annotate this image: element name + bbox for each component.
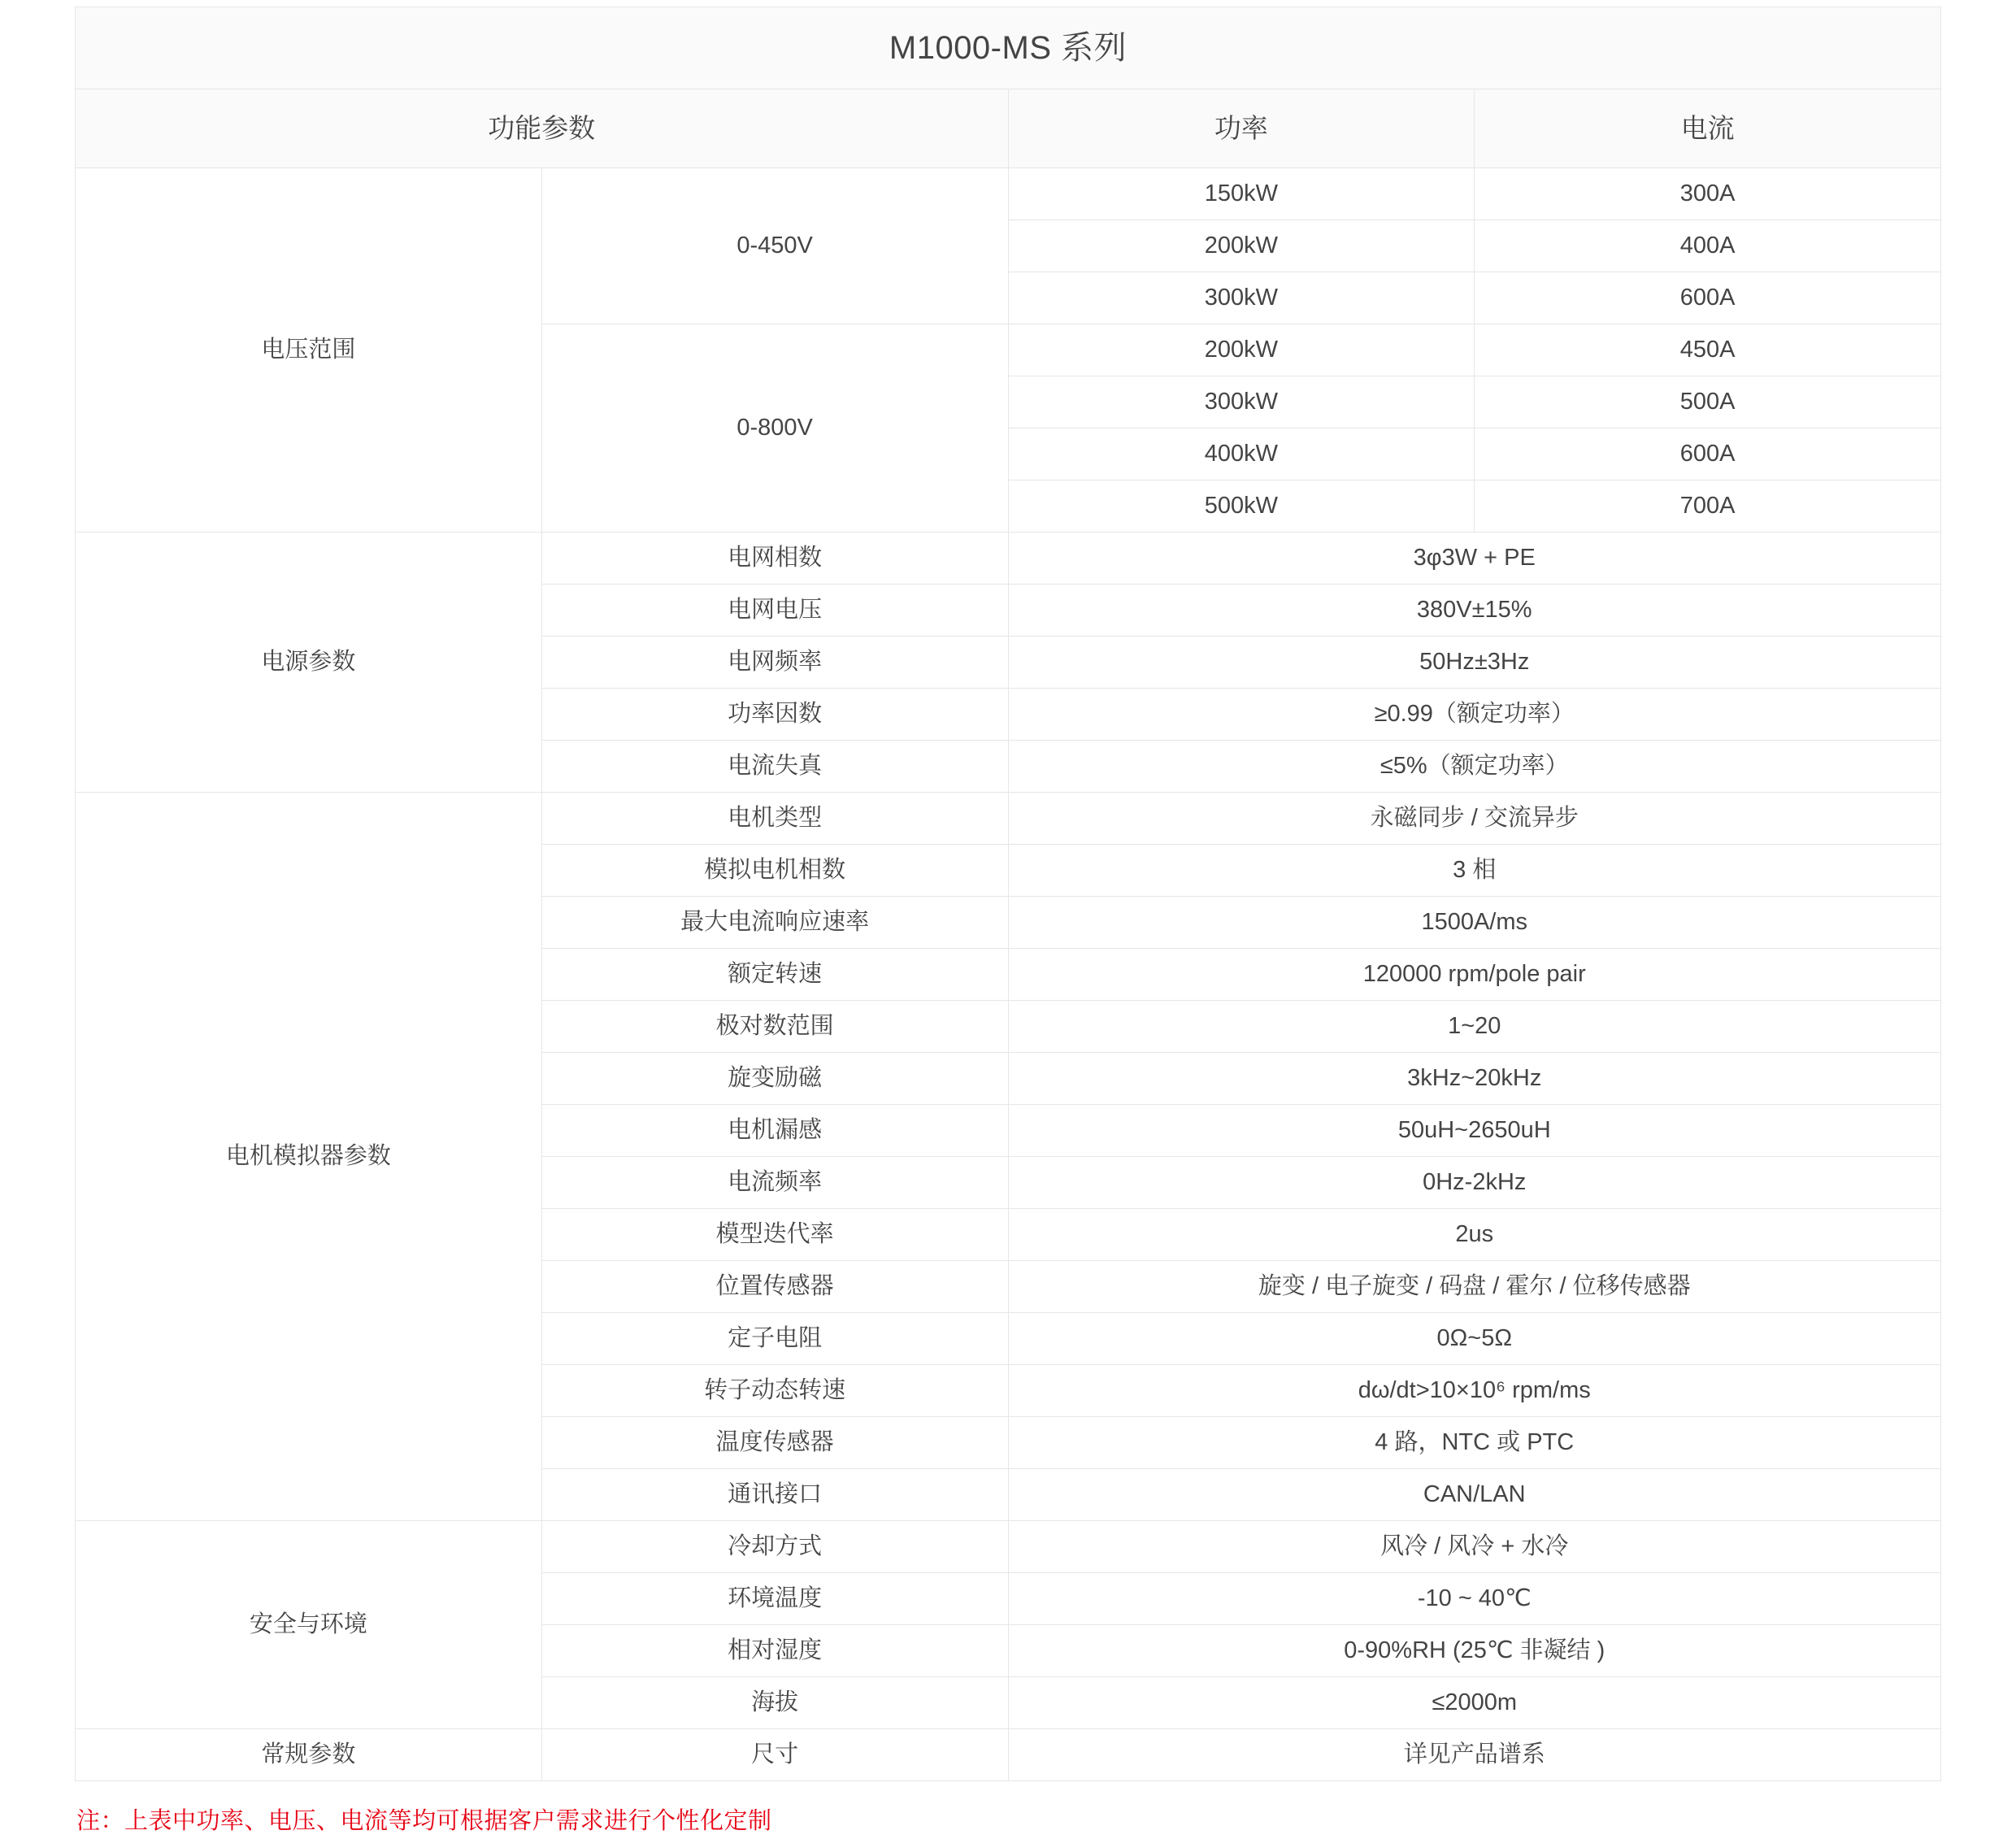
param-label: 模拟电机相数 bbox=[541, 845, 1008, 897]
power-value: 200kW bbox=[1008, 324, 1475, 376]
current-value: 600A bbox=[1475, 272, 1941, 324]
param-value: 0-90%RH (25℃ 非凝结 ) bbox=[1008, 1625, 1941, 1677]
param-label: 电网频率 bbox=[541, 637, 1008, 689]
param-label: 电网相数 bbox=[541, 533, 1008, 585]
param-value: CAN/LAN bbox=[1008, 1469, 1941, 1521]
power-value: 500kW bbox=[1008, 480, 1475, 533]
table-row bbox=[76, 533, 1941, 585]
voltage-range-label: 0-450V bbox=[541, 168, 1008, 324]
param-value: 2us bbox=[1008, 1209, 1941, 1261]
current-value: 400A bbox=[1475, 220, 1941, 272]
power-value: 300kW bbox=[1008, 272, 1475, 324]
param-label: 电机类型 bbox=[541, 793, 1008, 845]
param-label: 电机漏感 bbox=[541, 1105, 1008, 1157]
row-group-label: 安全与环境 bbox=[76, 1521, 542, 1729]
param-label: 额定转速 bbox=[541, 949, 1008, 1001]
param-label: 电网电压 bbox=[541, 585, 1008, 637]
table-row bbox=[76, 168, 1941, 220]
param-value: 4 路，NTC 或 PTC bbox=[1008, 1417, 1941, 1469]
current-value: 300A bbox=[1475, 168, 1941, 220]
param-label: 相对湿度 bbox=[541, 1625, 1008, 1677]
param-label: 模型迭代率 bbox=[541, 1209, 1008, 1261]
param-label: 环境温度 bbox=[541, 1573, 1008, 1625]
voltage-range-label: 0-800V bbox=[541, 324, 1008, 533]
param-value: 0Ω~5Ω bbox=[1008, 1313, 1941, 1365]
param-label: 电流失真 bbox=[541, 741, 1008, 793]
specification-table bbox=[75, 7, 1941, 1781]
row-group-label: 电源参数 bbox=[76, 533, 542, 793]
param-value: ≤5%（额定功率） bbox=[1008, 741, 1941, 793]
param-label: 通讯接口 bbox=[541, 1469, 1008, 1521]
column-header-current: 电流 bbox=[1475, 89, 1941, 168]
page-title: M1000-MS 系列 bbox=[76, 7, 1941, 89]
param-label: 功率因数 bbox=[541, 689, 1008, 741]
param-value: 3 相 bbox=[1008, 845, 1941, 897]
current-value: 700A bbox=[1475, 480, 1941, 533]
param-label: 旋变励磁 bbox=[541, 1053, 1008, 1105]
param-label: 位置传感器 bbox=[541, 1261, 1008, 1313]
row-group-label: 电压范围 bbox=[76, 168, 542, 533]
param-value: 详见产品谱系 bbox=[1008, 1729, 1941, 1781]
table-row bbox=[76, 1521, 1941, 1573]
param-value: -10 ~ 40℃ bbox=[1008, 1573, 1941, 1625]
power-value: 400kW bbox=[1008, 428, 1475, 480]
param-value: 永磁同步 / 交流异步 bbox=[1008, 793, 1941, 845]
row-group-label: 电机模拟器参数 bbox=[76, 793, 542, 1521]
param-value: 3φ3W + PE bbox=[1008, 533, 1941, 585]
param-value: 1500A/ms bbox=[1008, 897, 1941, 949]
row-group-label: 常规参数 bbox=[76, 1729, 542, 1781]
param-value: 50Hz±3Hz bbox=[1008, 637, 1941, 689]
param-label: 温度传感器 bbox=[541, 1417, 1008, 1469]
table-row bbox=[76, 1729, 1941, 1781]
param-label: 转子动态转速 bbox=[541, 1365, 1008, 1417]
param-value: dω/dt>10×10⁶ rpm/ms bbox=[1008, 1365, 1941, 1417]
param-value: ≥0.99（额定功率） bbox=[1008, 689, 1941, 741]
param-value: 120000 rpm/pole pair bbox=[1008, 949, 1941, 1001]
column-header-power: 功率 bbox=[1008, 89, 1475, 168]
param-value: 1~20 bbox=[1008, 1001, 1941, 1053]
table-row bbox=[76, 793, 1941, 845]
param-value: 380V±15% bbox=[1008, 585, 1941, 637]
column-header-function-param: 功能参数 bbox=[76, 89, 1009, 168]
table-title-row bbox=[76, 7, 1941, 89]
param-value: 3kHz~20kHz bbox=[1008, 1053, 1941, 1105]
param-label: 定子电阻 bbox=[541, 1313, 1008, 1365]
param-value: 风冷 / 风冷 + 水冷 bbox=[1008, 1521, 1941, 1573]
power-value: 300kW bbox=[1008, 376, 1475, 428]
param-label: 电流频率 bbox=[541, 1157, 1008, 1209]
param-label: 尺寸 bbox=[541, 1729, 1008, 1781]
param-value: ≤2000m bbox=[1008, 1677, 1941, 1729]
param-label: 冷却方式 bbox=[541, 1521, 1008, 1573]
param-label: 最大电流响应速率 bbox=[541, 897, 1008, 949]
power-value: 150kW bbox=[1008, 168, 1475, 220]
param-value: 0Hz-2kHz bbox=[1008, 1157, 1941, 1209]
param-label: 极对数范围 bbox=[541, 1001, 1008, 1053]
footnote: 注：上表中功率、电压、电流等均可根据客户需求进行个性化定制 bbox=[76, 1808, 772, 1834]
current-value: 500A bbox=[1475, 376, 1941, 428]
current-value: 450A bbox=[1475, 324, 1941, 376]
param-value: 旋变 / 电子旋变 / 码盘 / 霍尔 / 位移传感器 bbox=[1008, 1261, 1941, 1313]
param-value: 50uH~2650uH bbox=[1008, 1105, 1941, 1157]
table-header-row bbox=[76, 89, 1941, 168]
param-label: 海拔 bbox=[541, 1677, 1008, 1729]
power-value: 200kW bbox=[1008, 220, 1475, 272]
current-value: 600A bbox=[1475, 428, 1941, 480]
